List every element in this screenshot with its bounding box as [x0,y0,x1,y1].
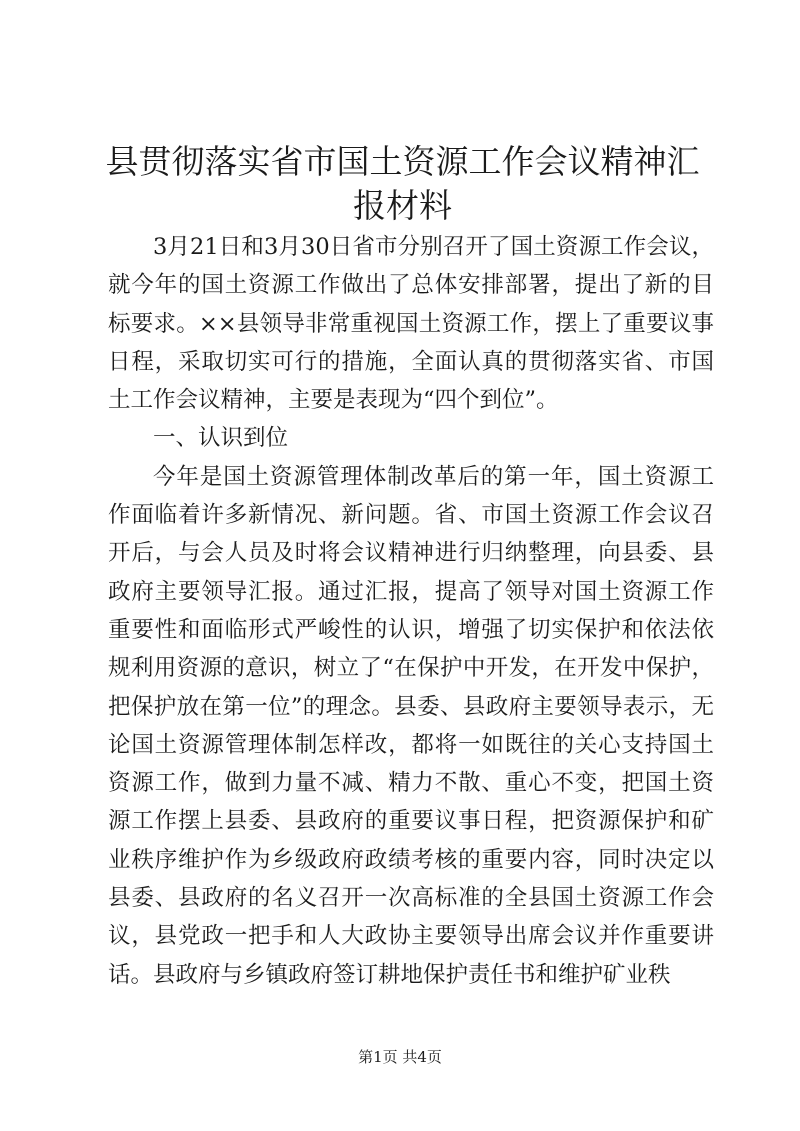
section-paragraph: 今年是国土资源管理体制改革后的第一年，国土资源工作面临着许多新情况、新问题。省、市国土资源工作会议召开后，与会人员及时将会议精神进行归纳整理，向县委、县政府主要领导汇报。通过汇报，提高了领导对国土资源工作重要性和面临形式严峻性的认识，增强了切实保护和依法依规利用资源的意识，树立了“在保护中开发，在开发中保护，把保护放在第一位”的理念。县委、县政府主要领导表示，无论国土资源管理体制怎样改，都将一如既往的关心支持国土资源工作，做到力量不减、精力不散、重心不变，把国土资源工作摆上县委、县政府的重要议事日程，把资源保护和矿业秩序维护作为乡级政府政绩考核的重要内容，同时决定以县委、县政府的名义召开一次高标准的全县国土资源工作会议，县党政一把手和人大政协主要领导出席会议并作重要讲话。县政府与乡镇政府签订耕地保护责任书和维护矿业秩 [108,463,714,988]
document-body [108,228,714,994]
page-footer: 第1页 共4页 [358,1048,442,1066]
section-heading: 一、认识到位 [153,425,289,452]
document-title: 县贯彻落实省市国土资源工作会议精神汇报材料 [105,142,700,225]
intro-paragraph: 3月21日和3月30日省市分别召开了国土资源工作会议，就今年的国土资源工作做出了总体安排部署，提出了新的目标要求。××县领导非常重视国土资源工作，摆上了重要议事日程，采取切实可行的措施，全面认真的贯彻落实省、市国土工作会议精神，主要是表现为“四个到位”。 [108,234,714,414]
